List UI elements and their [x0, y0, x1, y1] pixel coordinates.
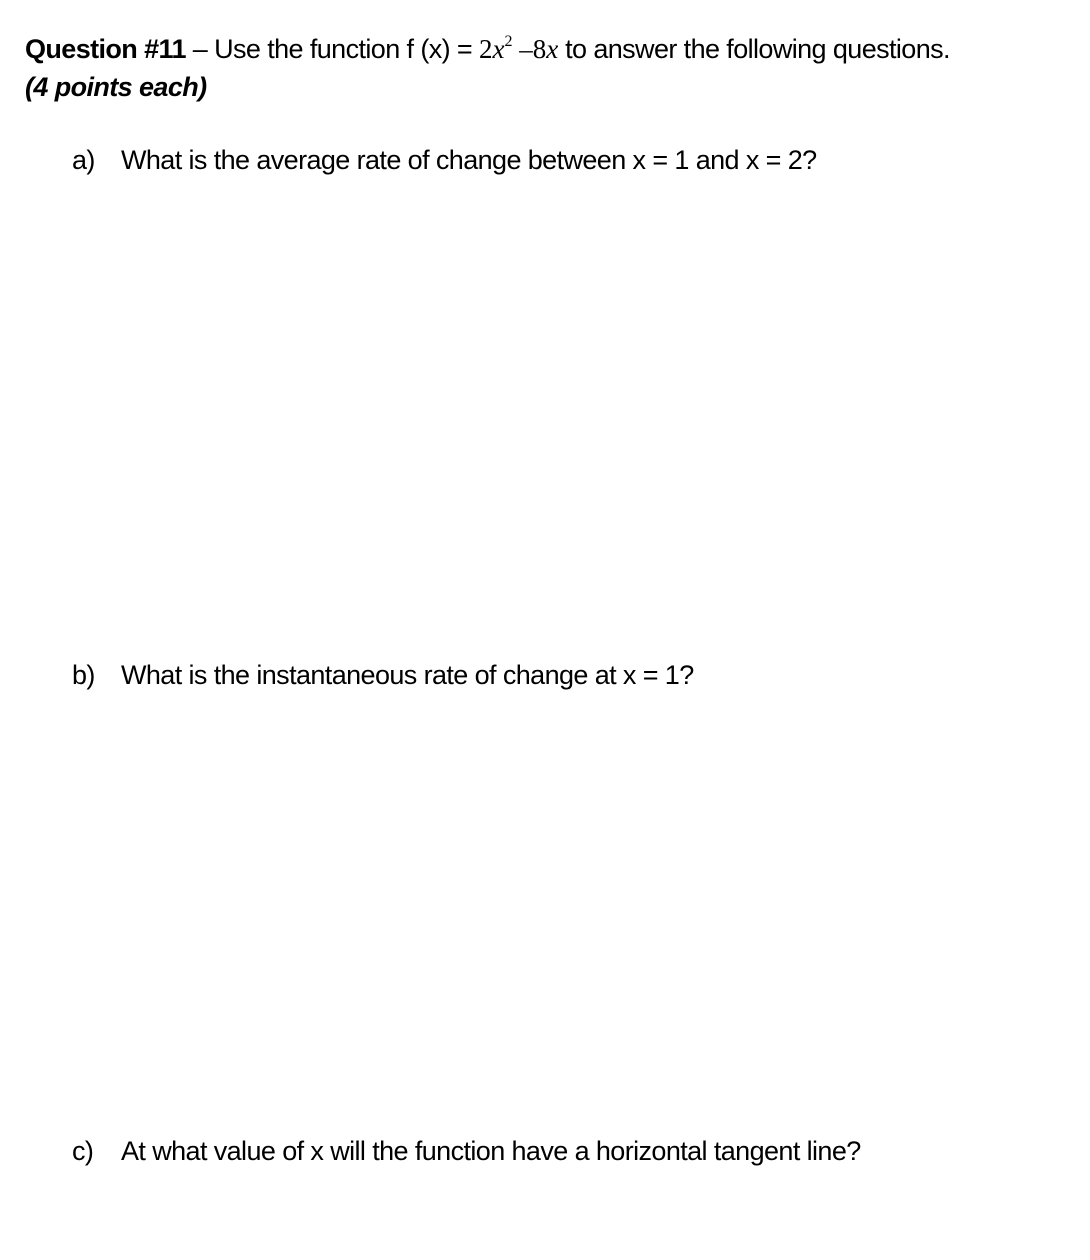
- part-a-text: What is the average rate of change between x = 1 and x = 2?: [121, 145, 817, 175]
- header-dash: –: [185, 34, 215, 64]
- question-part-a: [72, 142, 817, 178]
- part-b-letter: b): [72, 660, 95, 690]
- question-number: Question #11: [25, 34, 186, 64]
- question-part-b: [72, 657, 694, 693]
- expr-operator: –8: [512, 34, 547, 64]
- question-part-c: [72, 1133, 861, 1169]
- expr-variable-x-2: x: [546, 34, 559, 64]
- part-c-letter: c): [72, 1136, 94, 1166]
- expr-coefficient: 2: [478, 34, 493, 64]
- part-a-letter: a): [72, 145, 95, 175]
- header-outro: to answer the following questions.: [558, 34, 950, 64]
- function-expression: [479, 34, 558, 64]
- expr-exponent: 2: [504, 33, 513, 50]
- expr-variable-x: x: [492, 34, 505, 64]
- header-intro: Use the function f (x) =: [214, 34, 479, 64]
- question-header: [25, 30, 1075, 106]
- part-b-text: What is the instantaneous rate of change at x = 1?: [121, 660, 694, 690]
- points-note: (4 points each): [25, 72, 207, 102]
- part-c-text: At what value of x will the function have a horizontal tangent line?: [121, 1136, 861, 1166]
